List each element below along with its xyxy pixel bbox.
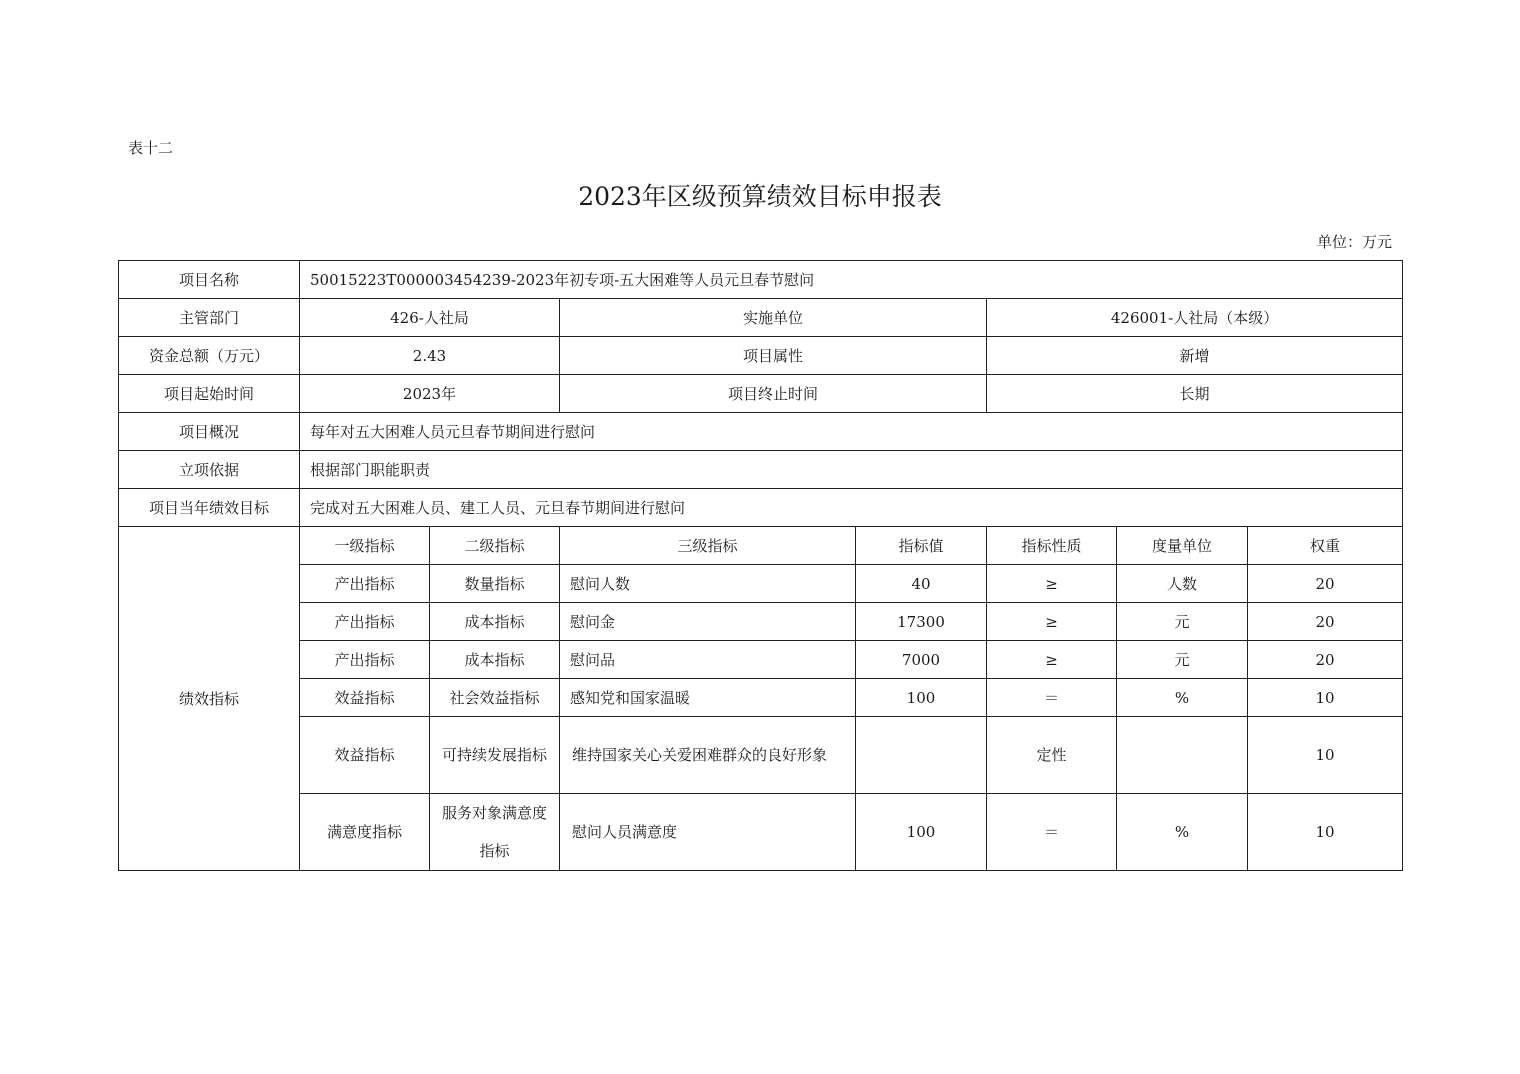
header-cell: 指标值 xyxy=(856,527,987,565)
impl-unit-label: 实施单位 xyxy=(560,299,987,337)
form-number: 表十二 xyxy=(128,139,174,157)
project-name-value: 50015223T000003454239-2023年初专项-五大困难等人员元旦春节慰问 xyxy=(300,261,1403,299)
start-label: 项目起始时间 xyxy=(119,375,300,413)
unit-cell: % xyxy=(1117,679,1248,717)
level2-cell: 数量指标 xyxy=(430,565,560,603)
indicator-row xyxy=(119,565,1403,603)
indicator-row xyxy=(119,717,1403,794)
unit-cell xyxy=(1117,717,1248,794)
nature-cell: ＝ xyxy=(987,679,1117,717)
basis-label: 立项依据 xyxy=(119,451,300,489)
weight-cell: 10 xyxy=(1248,717,1403,794)
nature-cell: ≥ xyxy=(987,565,1117,603)
header-cell: 一级指标 xyxy=(300,527,430,565)
dept-value: 426-人社局 xyxy=(300,299,560,337)
basis-row xyxy=(119,451,1403,489)
weight-cell: 20 xyxy=(1248,565,1403,603)
value-cell xyxy=(856,717,987,794)
value-cell: 100 xyxy=(856,679,987,717)
indicator-row xyxy=(119,794,1403,871)
project-name-row xyxy=(119,261,1403,299)
unit-note: 单位：万元 xyxy=(1316,233,1392,251)
unit-cell: % xyxy=(1117,794,1248,871)
header-cell: 二级指标 xyxy=(430,527,560,565)
page-title: 2023年区级预算绩效目标申报表 xyxy=(578,182,942,211)
dept-label: 主管部门 xyxy=(119,299,300,337)
value-cell: 17300 xyxy=(856,603,987,641)
header-cell: 度量单位 xyxy=(1117,527,1248,565)
funds-row xyxy=(119,337,1403,375)
header-cell: 三级指标 xyxy=(560,527,856,565)
level1-cell: 产出指标 xyxy=(300,641,430,679)
dept-row xyxy=(119,299,1403,337)
funds-value: 2.43 xyxy=(300,337,560,375)
nature-cell: ≥ xyxy=(987,641,1117,679)
attr-label: 项目属性 xyxy=(560,337,987,375)
unit-cell: 元 xyxy=(1117,603,1248,641)
end-value: 长期 xyxy=(987,375,1403,413)
level1-cell: 效益指标 xyxy=(300,717,430,794)
overview-row xyxy=(119,413,1403,451)
level2-cell: 服务对象满意度指标 xyxy=(430,794,560,871)
indicator-row xyxy=(119,603,1403,641)
funds-label: 资金总额（万元） xyxy=(119,337,300,375)
indicator-header-row xyxy=(119,527,1403,565)
end-label: 项目终止时间 xyxy=(560,375,987,413)
project-name-label: 项目名称 xyxy=(119,261,300,299)
level1-cell: 产出指标 xyxy=(300,565,430,603)
level3-cell: 感知党和国家温暖 xyxy=(560,679,856,717)
goal-label: 项目当年绩效目标 xyxy=(119,489,300,527)
level3-cell: 慰问金 xyxy=(560,603,856,641)
header-cell: 权重 xyxy=(1248,527,1403,565)
level3-cell: 慰问人数 xyxy=(560,565,856,603)
basis-value: 根据部门职能职责 xyxy=(300,451,1403,489)
level3-cell: 慰问品 xyxy=(560,641,856,679)
level3-cell: 维持国家关心关爱困难群众的良好形象 xyxy=(560,717,856,794)
level2-cell: 社会效益指标 xyxy=(430,679,560,717)
value-cell: 100 xyxy=(856,794,987,871)
nature-cell: ＝ xyxy=(987,794,1117,871)
indicator-row xyxy=(119,679,1403,717)
level1-cell: 效益指标 xyxy=(300,679,430,717)
indicators-label: 绩效指标 xyxy=(119,527,300,871)
period-row xyxy=(119,375,1403,413)
weight-cell: 20 xyxy=(1248,641,1403,679)
level2-cell: 成本指标 xyxy=(430,641,560,679)
unit-cell: 人数 xyxy=(1117,565,1248,603)
header-cell: 指标性质 xyxy=(987,527,1117,565)
indicator-row xyxy=(119,641,1403,679)
performance-table xyxy=(118,260,1403,871)
impl-unit-value: 426001-人社局（本级） xyxy=(987,299,1403,337)
weight-cell: 10 xyxy=(1248,794,1403,871)
weight-cell: 10 xyxy=(1248,679,1403,717)
level3-cell: 慰问人员满意度 xyxy=(560,794,856,871)
level2-cell: 可持续发展指标 xyxy=(430,717,560,794)
level2-cell: 成本指标 xyxy=(430,603,560,641)
attr-value: 新增 xyxy=(987,337,1403,375)
overview-value: 每年对五大困难人员元旦春节期间进行慰问 xyxy=(300,413,1403,451)
weight-cell: 20 xyxy=(1248,603,1403,641)
start-value: 2023年 xyxy=(300,375,560,413)
level1-cell: 产出指标 xyxy=(300,603,430,641)
nature-cell: 定性 xyxy=(987,717,1117,794)
value-cell: 7000 xyxy=(856,641,987,679)
nature-cell: ≥ xyxy=(987,603,1117,641)
value-cell: 40 xyxy=(856,565,987,603)
goal-row xyxy=(119,489,1403,527)
unit-cell: 元 xyxy=(1117,641,1248,679)
goal-value: 完成对五大困难人员、建工人员、元旦春节期间进行慰问 xyxy=(300,489,1403,527)
overview-label: 项目概况 xyxy=(119,413,300,451)
level1-cell: 满意度指标 xyxy=(300,794,430,871)
